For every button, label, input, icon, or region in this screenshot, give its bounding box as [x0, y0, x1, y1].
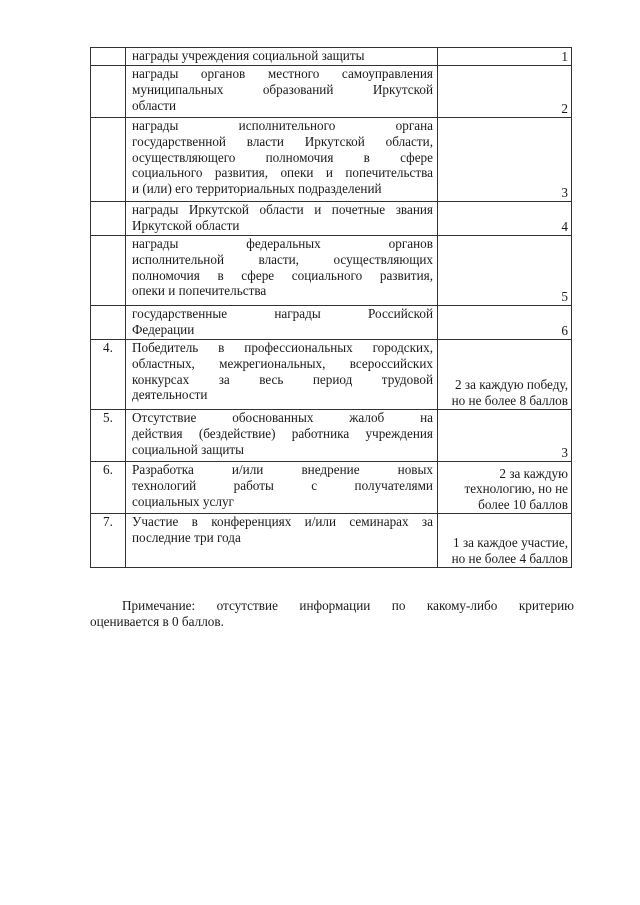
score-cell [438, 118, 572, 202]
table-row [91, 462, 572, 514]
description-line: государственной власти Иркутской области, [132, 133, 433, 149]
description-line: социальных услуг [132, 493, 234, 509]
criteria-table [90, 47, 572, 568]
row-number [91, 306, 126, 340]
criterion-description [126, 236, 438, 306]
description-line: областных, межрегиональных, всероссийских [132, 355, 433, 371]
description-line: области [132, 97, 177, 113]
description-line: Участие в конференциях и/или семинарах за [132, 514, 433, 529]
description-line: награды органов местного самоуправления [132, 66, 433, 81]
description-line: муниципальных образований Иркутской [132, 81, 433, 97]
description-line: конкурсах за весь период трудовой [132, 371, 433, 387]
description-line: награды Иркутской области и почетные звания [132, 202, 433, 217]
note-line-2: оценивается в 0 баллов. [90, 613, 224, 629]
score-cell [438, 66, 572, 118]
note-line-1: Примечание: отсутствие информации по какому-либо критерию [122, 598, 574, 613]
score-cell [438, 340, 572, 410]
description-line: Федерации [132, 321, 195, 337]
description-line: государственные награды Российской [132, 306, 433, 321]
table-row [91, 236, 572, 306]
score-line: 1 за каждое участие, [453, 535, 568, 551]
criterion-description [126, 514, 438, 568]
table-row [91, 410, 572, 462]
description-line: Отсутствие обоснованных жалоб на [132, 410, 433, 425]
criterion-description [126, 66, 438, 118]
description-line: Иркутской области [132, 217, 240, 233]
score-line: но не более 8 баллов [451, 393, 568, 409]
description-line: исполнительной власти, осуществляющих [132, 251, 433, 267]
description-line: социальной защиты [132, 441, 245, 457]
description-line: полномочия в сфере социального развития, [132, 267, 433, 283]
table-row [91, 66, 572, 118]
score-cell [438, 202, 572, 236]
criterion-description [126, 340, 438, 410]
criterion-description [126, 202, 438, 236]
score-line: 1 [561, 49, 568, 65]
score-cell [438, 306, 572, 340]
criterion-description [126, 118, 438, 202]
criterion-description [126, 462, 438, 514]
table-row [91, 306, 572, 340]
description-line: последние три года [132, 529, 241, 545]
row-number: 6. [91, 462, 126, 514]
criterion-description [126, 306, 438, 340]
description-line: технологий работы с получателями [132, 477, 433, 493]
description-line: награды федеральных органов [132, 236, 433, 251]
criterion-description [126, 410, 438, 462]
score-cell [438, 514, 572, 568]
description-line: награды исполнительного органа [132, 118, 433, 133]
table-row [91, 202, 572, 236]
description-line: награды учреждения социальной защиты [132, 48, 365, 63]
row-number [91, 118, 126, 202]
table-row [91, 118, 572, 202]
score-line: 3 [561, 445, 568, 461]
row-number [91, 236, 126, 306]
description-line: Победитель в профессиональных городских, [132, 340, 433, 355]
table-row [91, 48, 572, 66]
score-line: 6 [561, 323, 568, 339]
description-line: Разработка и/или внедрение новых [132, 462, 433, 477]
description-line: опеки и попечительства [132, 283, 267, 299]
row-number [91, 48, 126, 66]
row-number [91, 202, 126, 236]
description-line: и (или) его территориальных подразделений [132, 181, 382, 197]
description-line: социального развития, опеки и попечительства [132, 165, 433, 181]
row-number [91, 66, 126, 118]
row-number: 4. [91, 340, 126, 410]
row-number: 5. [91, 410, 126, 462]
score-cell [438, 236, 572, 306]
score-line: 2 за каждую победу, [454, 377, 568, 393]
score-line: 2 [561, 101, 568, 117]
row-number: 7. [91, 514, 126, 568]
table-row [91, 514, 572, 568]
description-line: осуществляющего полномочия в сфере [132, 149, 433, 165]
score-cell [438, 462, 572, 514]
score-line: но не более 4 баллов [451, 551, 568, 567]
score-line: 2 за каждую [499, 465, 568, 481]
score-line: 3 [561, 185, 568, 201]
description-line: деятельности [132, 387, 208, 403]
score-line: 5 [561, 289, 568, 305]
table-row [91, 340, 572, 410]
description-line: действия (бездействие) работника учреждения [132, 425, 433, 441]
score-line: более 10 баллов [478, 497, 568, 513]
note-paragraph [90, 598, 574, 630]
score-line: технологию, но не [464, 481, 568, 497]
score-cell [438, 410, 572, 462]
criterion-description [126, 48, 438, 66]
score-line: 4 [561, 219, 568, 235]
score-cell [438, 48, 572, 66]
